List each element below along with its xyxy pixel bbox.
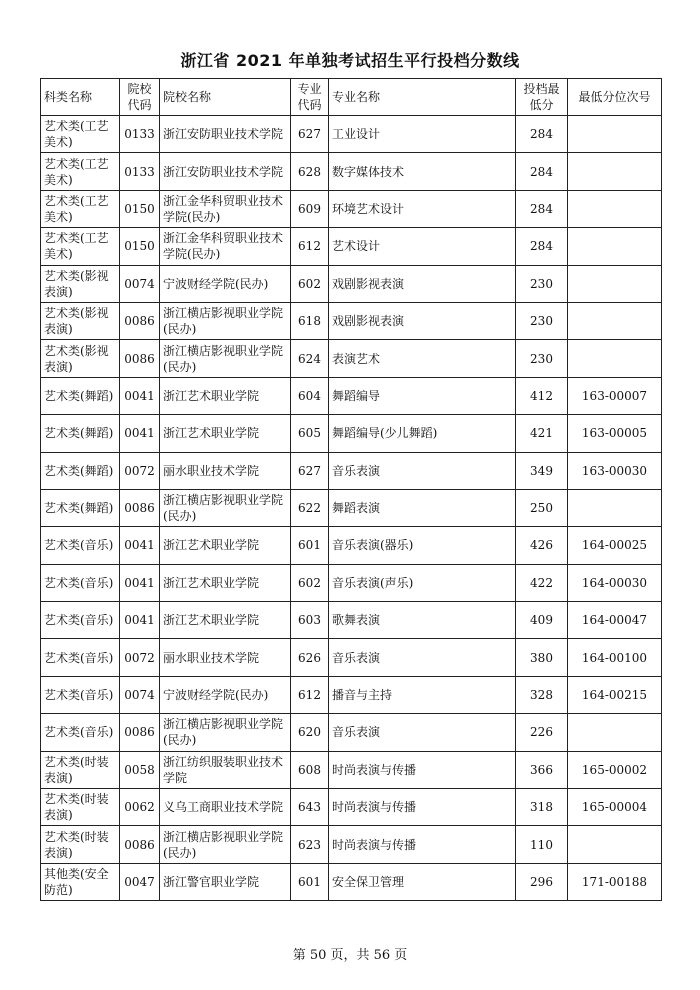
cell-major-name: 安全保卫管理 bbox=[329, 863, 516, 900]
cell-school-name: 浙江纺织服装职业技术学院 bbox=[160, 751, 291, 788]
cell-min-score: 110 bbox=[516, 826, 568, 863]
cell-min-rank bbox=[568, 153, 662, 190]
table-row bbox=[41, 564, 662, 601]
cell-min-score: 230 bbox=[516, 265, 568, 302]
cell-major-name: 戏剧影视表演 bbox=[329, 265, 516, 302]
cell-school-name: 浙江金华科贸职业技术学院(民办) bbox=[160, 228, 291, 265]
cell-category: 艺术类(舞蹈) bbox=[41, 377, 120, 414]
cell-min-rank bbox=[568, 190, 662, 227]
cell-min-rank bbox=[568, 340, 662, 377]
table-header-row bbox=[41, 79, 662, 116]
cell-min-score: 230 bbox=[516, 302, 568, 339]
cell-school-code: 0041 bbox=[120, 527, 160, 564]
table-row bbox=[41, 116, 662, 153]
cell-school-code: 0072 bbox=[120, 639, 160, 676]
cell-school-code: 0086 bbox=[120, 489, 160, 526]
cell-min-score: 284 bbox=[516, 228, 568, 265]
cell-major-name: 时尚表演与传播 bbox=[329, 789, 516, 826]
header-category: 科类名称 bbox=[41, 79, 120, 116]
cell-school-name: 浙江横店影视职业学院(民办) bbox=[160, 714, 291, 751]
cell-min-score: 284 bbox=[516, 116, 568, 153]
cell-major-name: 音乐表演 bbox=[329, 452, 516, 489]
cell-school-code: 0058 bbox=[120, 751, 160, 788]
cell-min-rank: 171-00188 bbox=[568, 863, 662, 900]
cell-school-name: 浙江横店影视职业学院(民办) bbox=[160, 340, 291, 377]
cell-category: 艺术类(工艺美术) bbox=[41, 153, 120, 190]
cell-major-name: 艺术设计 bbox=[329, 228, 516, 265]
cell-min-rank bbox=[568, 265, 662, 302]
header-major-name: 专业名称 bbox=[329, 79, 516, 116]
cell-school-name: 丽水职业技术学院 bbox=[160, 639, 291, 676]
cell-school-code: 0086 bbox=[120, 340, 160, 377]
cell-min-score: 412 bbox=[516, 377, 568, 414]
cell-major-code: 603 bbox=[291, 602, 329, 639]
page-title: 浙江省 2021 年单独考试招生平行投档分数线 bbox=[180, 51, 520, 70]
cell-min-score: 250 bbox=[516, 489, 568, 526]
table-row bbox=[41, 863, 662, 900]
cell-min-score: 380 bbox=[516, 639, 568, 676]
cell-major-code: 604 bbox=[291, 377, 329, 414]
cell-min-rank bbox=[568, 489, 662, 526]
cell-major-code: 622 bbox=[291, 489, 329, 526]
cell-major-name: 音乐表演 bbox=[329, 714, 516, 751]
table-row bbox=[41, 153, 662, 190]
cell-min-rank: 165-00004 bbox=[568, 789, 662, 826]
cell-school-code: 0150 bbox=[120, 190, 160, 227]
cell-school-code: 0133 bbox=[120, 116, 160, 153]
cell-major-name: 音乐表演 bbox=[329, 639, 516, 676]
cell-min-rank: 163-00005 bbox=[568, 415, 662, 452]
cell-major-name: 音乐表演(器乐) bbox=[329, 527, 516, 564]
cell-school-code: 0133 bbox=[120, 153, 160, 190]
table-row bbox=[41, 340, 662, 377]
cell-category: 艺术类(音乐) bbox=[41, 564, 120, 601]
cell-min-rank bbox=[568, 228, 662, 265]
cell-min-score: 421 bbox=[516, 415, 568, 452]
cell-school-code: 0086 bbox=[120, 302, 160, 339]
header-school-code: 院校代码 bbox=[120, 79, 160, 116]
cell-major-code: 608 bbox=[291, 751, 329, 788]
cell-major-name: 音乐表演(声乐) bbox=[329, 564, 516, 601]
cell-major-code: 627 bbox=[291, 116, 329, 153]
header-major-code: 专业代码 bbox=[291, 79, 329, 116]
cell-major-name: 播音与主持 bbox=[329, 676, 516, 713]
cell-min-rank bbox=[568, 116, 662, 153]
cell-major-code: 624 bbox=[291, 340, 329, 377]
cell-min-score: 409 bbox=[516, 602, 568, 639]
cell-major-name: 数字媒体技术 bbox=[329, 153, 516, 190]
cell-school-name: 浙江安防职业技术学院 bbox=[160, 116, 291, 153]
cell-major-name: 表演艺术 bbox=[329, 340, 516, 377]
cell-major-name: 时尚表演与传播 bbox=[329, 826, 516, 863]
cell-category: 艺术类(舞蹈) bbox=[41, 415, 120, 452]
cell-school-code: 0041 bbox=[120, 564, 160, 601]
cell-major-name: 环境艺术设计 bbox=[329, 190, 516, 227]
cell-major-code: 627 bbox=[291, 452, 329, 489]
cell-major-name: 舞蹈编导 bbox=[329, 377, 516, 414]
cell-min-rank: 163-00030 bbox=[568, 452, 662, 489]
cell-min-score: 296 bbox=[516, 863, 568, 900]
cell-min-score: 284 bbox=[516, 153, 568, 190]
cell-min-rank: 164-00047 bbox=[568, 602, 662, 639]
table-row bbox=[41, 190, 662, 227]
cell-min-rank bbox=[568, 714, 662, 751]
cell-school-name: 浙江安防职业技术学院 bbox=[160, 153, 291, 190]
table-row bbox=[41, 714, 662, 751]
cell-major-name: 舞蹈表演 bbox=[329, 489, 516, 526]
cell-school-name: 宁波财经学院(民办) bbox=[160, 676, 291, 713]
cell-major-code: 618 bbox=[291, 302, 329, 339]
cell-category: 艺术类(工艺美术) bbox=[41, 228, 120, 265]
cell-school-name: 浙江横店影视职业学院(民办) bbox=[160, 302, 291, 339]
table-row bbox=[41, 489, 662, 526]
cell-school-code: 0041 bbox=[120, 602, 160, 639]
cell-major-code: 612 bbox=[291, 228, 329, 265]
cell-category: 艺术类(时装表演) bbox=[41, 826, 120, 863]
cell-category: 艺术类(音乐) bbox=[41, 676, 120, 713]
cell-school-code: 0072 bbox=[120, 452, 160, 489]
cell-school-name: 宁波财经学院(民办) bbox=[160, 265, 291, 302]
cell-school-name: 浙江艺术职业学院 bbox=[160, 415, 291, 452]
table-row bbox=[41, 676, 662, 713]
cell-school-name: 浙江艺术职业学院 bbox=[160, 564, 291, 601]
cell-major-code: 602 bbox=[291, 564, 329, 601]
cell-school-code: 0062 bbox=[120, 789, 160, 826]
table-row bbox=[41, 789, 662, 826]
cell-major-name: 时尚表演与传播 bbox=[329, 751, 516, 788]
cell-min-rank: 164-00030 bbox=[568, 564, 662, 601]
cell-school-code: 0041 bbox=[120, 415, 160, 452]
cell-category: 其他类(安全防范) bbox=[41, 863, 120, 900]
table-row bbox=[41, 265, 662, 302]
cell-school-code: 0086 bbox=[120, 714, 160, 751]
cell-min-rank bbox=[568, 302, 662, 339]
cell-category: 艺术类(影视表演) bbox=[41, 340, 120, 377]
cell-major-code: 623 bbox=[291, 826, 329, 863]
cell-major-code: 643 bbox=[291, 789, 329, 826]
cell-category: 艺术类(舞蹈) bbox=[41, 452, 120, 489]
table-row bbox=[41, 602, 662, 639]
cell-major-code: 620 bbox=[291, 714, 329, 751]
table-row bbox=[41, 826, 662, 863]
cell-major-code: 602 bbox=[291, 265, 329, 302]
admission-score-table bbox=[40, 78, 662, 901]
table-row bbox=[41, 452, 662, 489]
cell-min-rank: 164-00215 bbox=[568, 676, 662, 713]
cell-major-code: 628 bbox=[291, 153, 329, 190]
cell-min-score: 226 bbox=[516, 714, 568, 751]
cell-min-rank: 165-00002 bbox=[568, 751, 662, 788]
cell-school-name: 浙江艺术职业学院 bbox=[160, 377, 291, 414]
table-row bbox=[41, 751, 662, 788]
cell-min-score: 284 bbox=[516, 190, 568, 227]
cell-school-name: 浙江艺术职业学院 bbox=[160, 602, 291, 639]
cell-school-code: 0041 bbox=[120, 377, 160, 414]
cell-category: 艺术类(音乐) bbox=[41, 602, 120, 639]
table-row bbox=[41, 228, 662, 265]
cell-major-name: 舞蹈编导(少儿舞蹈) bbox=[329, 415, 516, 452]
cell-major-name: 戏剧影视表演 bbox=[329, 302, 516, 339]
cell-min-rank: 164-00025 bbox=[568, 527, 662, 564]
cell-school-name: 义乌工商职业技术学院 bbox=[160, 789, 291, 826]
table-row bbox=[41, 377, 662, 414]
cell-category: 艺术类(时装表演) bbox=[41, 751, 120, 788]
cell-min-rank bbox=[568, 826, 662, 863]
header-min-rank: 最低分位次号 bbox=[568, 79, 662, 116]
cell-school-code: 0074 bbox=[120, 676, 160, 713]
cell-category: 艺术类(影视表演) bbox=[41, 302, 120, 339]
cell-major-code: 601 bbox=[291, 527, 329, 564]
cell-category: 艺术类(影视表演) bbox=[41, 265, 120, 302]
cell-major-code: 601 bbox=[291, 863, 329, 900]
cell-min-rank: 164-00100 bbox=[568, 639, 662, 676]
cell-min-rank: 163-00007 bbox=[568, 377, 662, 414]
cell-min-score: 366 bbox=[516, 751, 568, 788]
cell-min-score: 426 bbox=[516, 527, 568, 564]
cell-category: 艺术类(音乐) bbox=[41, 639, 120, 676]
cell-school-code: 0074 bbox=[120, 265, 160, 302]
cell-category: 艺术类(音乐) bbox=[41, 527, 120, 564]
header-min-score: 投档最低分 bbox=[516, 79, 568, 116]
cell-school-name: 浙江警官职业学院 bbox=[160, 863, 291, 900]
cell-school-code: 0047 bbox=[120, 863, 160, 900]
page-footer: 第 50 页，共 56 页 bbox=[292, 948, 408, 963]
cell-category: 艺术类(时装表演) bbox=[41, 789, 120, 826]
table-row bbox=[41, 302, 662, 339]
cell-min-score: 230 bbox=[516, 340, 568, 377]
table-row bbox=[41, 639, 662, 676]
cell-min-score: 349 bbox=[516, 452, 568, 489]
table-row bbox=[41, 415, 662, 452]
cell-school-name: 浙江金华科贸职业技术学院(民办) bbox=[160, 190, 291, 227]
cell-major-code: 626 bbox=[291, 639, 329, 676]
cell-category: 艺术类(工艺美术) bbox=[41, 116, 120, 153]
cell-category: 艺术类(舞蹈) bbox=[41, 489, 120, 526]
cell-category: 艺术类(工艺美术) bbox=[41, 190, 120, 227]
cell-category: 艺术类(音乐) bbox=[41, 714, 120, 751]
table-row bbox=[41, 527, 662, 564]
cell-school-name: 浙江横店影视职业学院(民办) bbox=[160, 489, 291, 526]
cell-school-code: 0150 bbox=[120, 228, 160, 265]
cell-school-name: 丽水职业技术学院 bbox=[160, 452, 291, 489]
cell-major-name: 歌舞表演 bbox=[329, 602, 516, 639]
cell-major-name: 工业设计 bbox=[329, 116, 516, 153]
cell-school-name: 浙江横店影视职业学院(民办) bbox=[160, 826, 291, 863]
cell-major-code: 605 bbox=[291, 415, 329, 452]
cell-min-score: 422 bbox=[516, 564, 568, 601]
cell-min-score: 328 bbox=[516, 676, 568, 713]
cell-school-name: 浙江艺术职业学院 bbox=[160, 527, 291, 564]
cell-min-score: 318 bbox=[516, 789, 568, 826]
cell-major-code: 612 bbox=[291, 676, 329, 713]
cell-school-code: 0086 bbox=[120, 826, 160, 863]
cell-major-code: 609 bbox=[291, 190, 329, 227]
header-school-name: 院校名称 bbox=[160, 79, 291, 116]
